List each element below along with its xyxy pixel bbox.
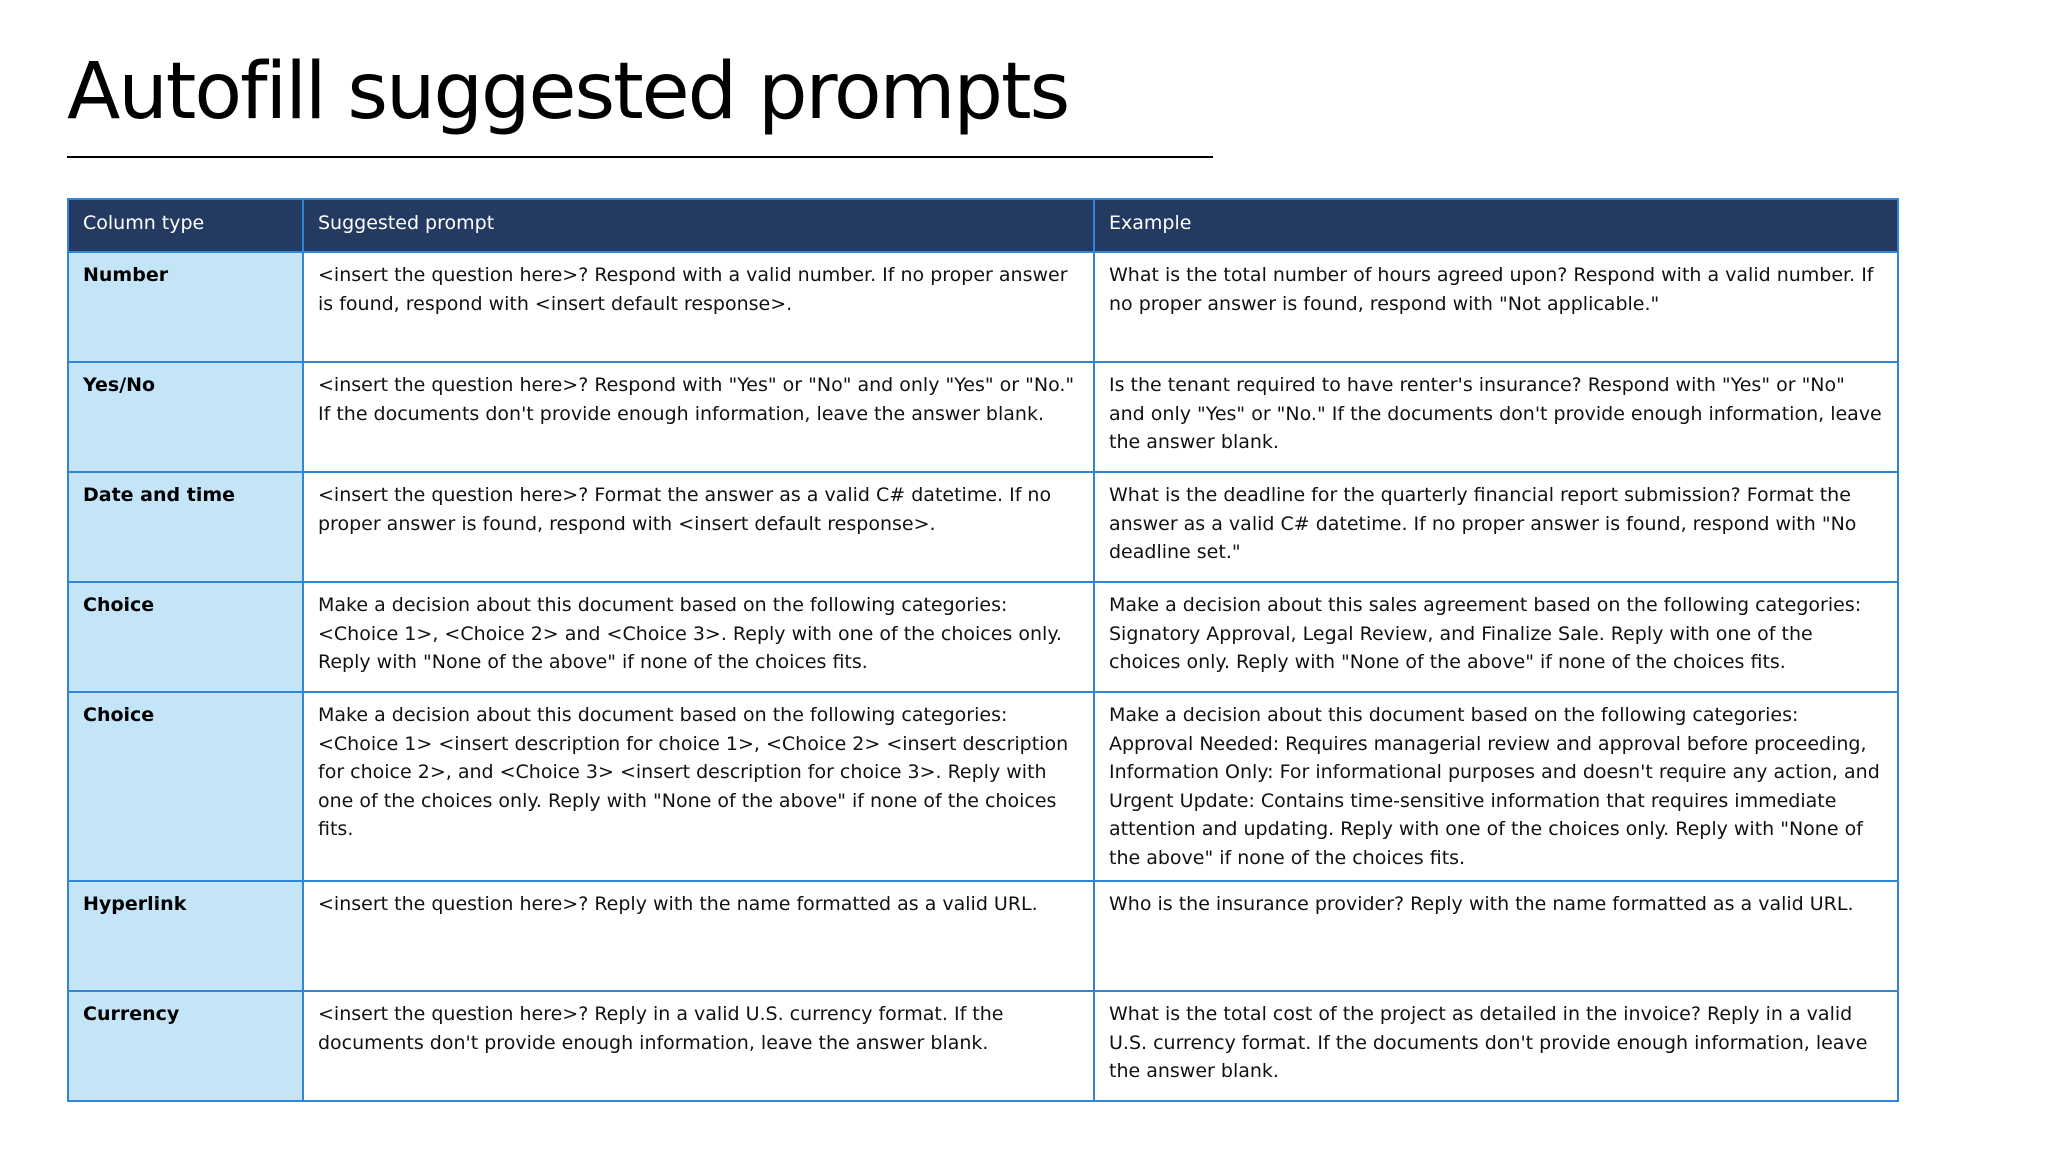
table-row — [68, 472, 1898, 582]
header-example: Example — [1094, 199, 1898, 252]
header-column-type: Column type — [68, 199, 303, 252]
row-suggested-prompt: Make a decision about this document based on the following categories: <Choice 1>, <Choice 2> and <Choice 3>. Reply with one of the choices only. Reply with "None of the above" if none of the choices fits. — [303, 582, 1094, 692]
row-example: Make a decision about this sales agreement based on the following categories: Signatory Approval, Legal Review, and Finalize Sale. Reply with one of the choices only. Reply with "None of the above" if none of the choices fits. — [1094, 582, 1898, 692]
row-column-type: Date and time — [68, 472, 303, 582]
page-title: Autofill suggested prompts — [67, 47, 1069, 137]
table-row — [68, 362, 1898, 472]
suggested-prompts-table — [67, 198, 1899, 1102]
row-example: Is the tenant required to have renter's insurance? Respond with "Yes" or "No" and only "Yes" or "No." If the documents don't provide enough information, leave the answer blank. — [1094, 362, 1898, 472]
header-suggested-prompt: Suggested prompt — [303, 199, 1094, 252]
row-suggested-prompt: Make a decision about this document based on the following categories: <Choice 1> <insert description for choice 1>, <Choice 2> <insert description for choice 2>, and <Choice 3> <insert description for choice 3>. Reply with one of the choices only. Reply with "None of the above" if none of the choices fits. — [303, 692, 1094, 881]
row-suggested-prompt: <insert the question here>? Respond with a valid number. If no proper answer is found, respond with <insert default response>. — [303, 252, 1094, 362]
row-example: What is the total cost of the project as detailed in the invoice? Reply in a valid U.S. currency format. If the documents don't provide enough information, leave the answer blank. — [1094, 991, 1898, 1101]
row-suggested-prompt: <insert the question here>? Format the answer as a valid C# datetime. If no proper answer is found, respond with <insert default response>. — [303, 472, 1094, 582]
row-column-type: Choice — [68, 582, 303, 692]
row-example: What is the total number of hours agreed upon? Respond with a valid number. If no proper answer is found, respond with "Not applicable." — [1094, 252, 1898, 362]
table-row — [68, 692, 1898, 881]
table-row — [68, 252, 1898, 362]
row-column-type: Yes/No — [68, 362, 303, 472]
row-suggested-prompt: <insert the question here>? Reply with the name formatted as a valid URL. — [303, 881, 1094, 991]
row-example: Make a decision about this document based on the following categories: Approval Needed: Requires managerial review and approval before proceeding, Information Only: For informational purposes and doesn't require any action, and Urgent Update: Contains time-sensitive information that requires immediate attention and updating. Reply with one of the choices only. Reply with "None of the above" if none of the choices fits. — [1094, 692, 1898, 881]
row-example: What is the deadline for the quarterly financial report submission? Format the answer as a valid C# datetime. If no proper answer is found, respond with "No deadline set." — [1094, 472, 1898, 582]
row-column-type: Number — [68, 252, 303, 362]
row-column-type: Choice — [68, 692, 303, 881]
row-example: Who is the insurance provider? Reply with the name formatted as a valid URL. — [1094, 881, 1898, 991]
row-column-type: Hyperlink — [68, 881, 303, 991]
table-row — [68, 991, 1898, 1101]
row-suggested-prompt: <insert the question here>? Respond with "Yes" or "No" and only "Yes" or "No." If the documents don't provide enough information, leave the answer blank. — [303, 362, 1094, 472]
table-row — [68, 582, 1898, 692]
table-header-row — [68, 199, 1898, 252]
title-underline — [67, 156, 1213, 158]
row-column-type: Currency — [68, 991, 303, 1101]
table-row — [68, 881, 1898, 991]
row-suggested-prompt: <insert the question here>? Reply in a valid U.S. currency format. If the documents don't provide enough information, leave the answer blank. — [303, 991, 1094, 1101]
